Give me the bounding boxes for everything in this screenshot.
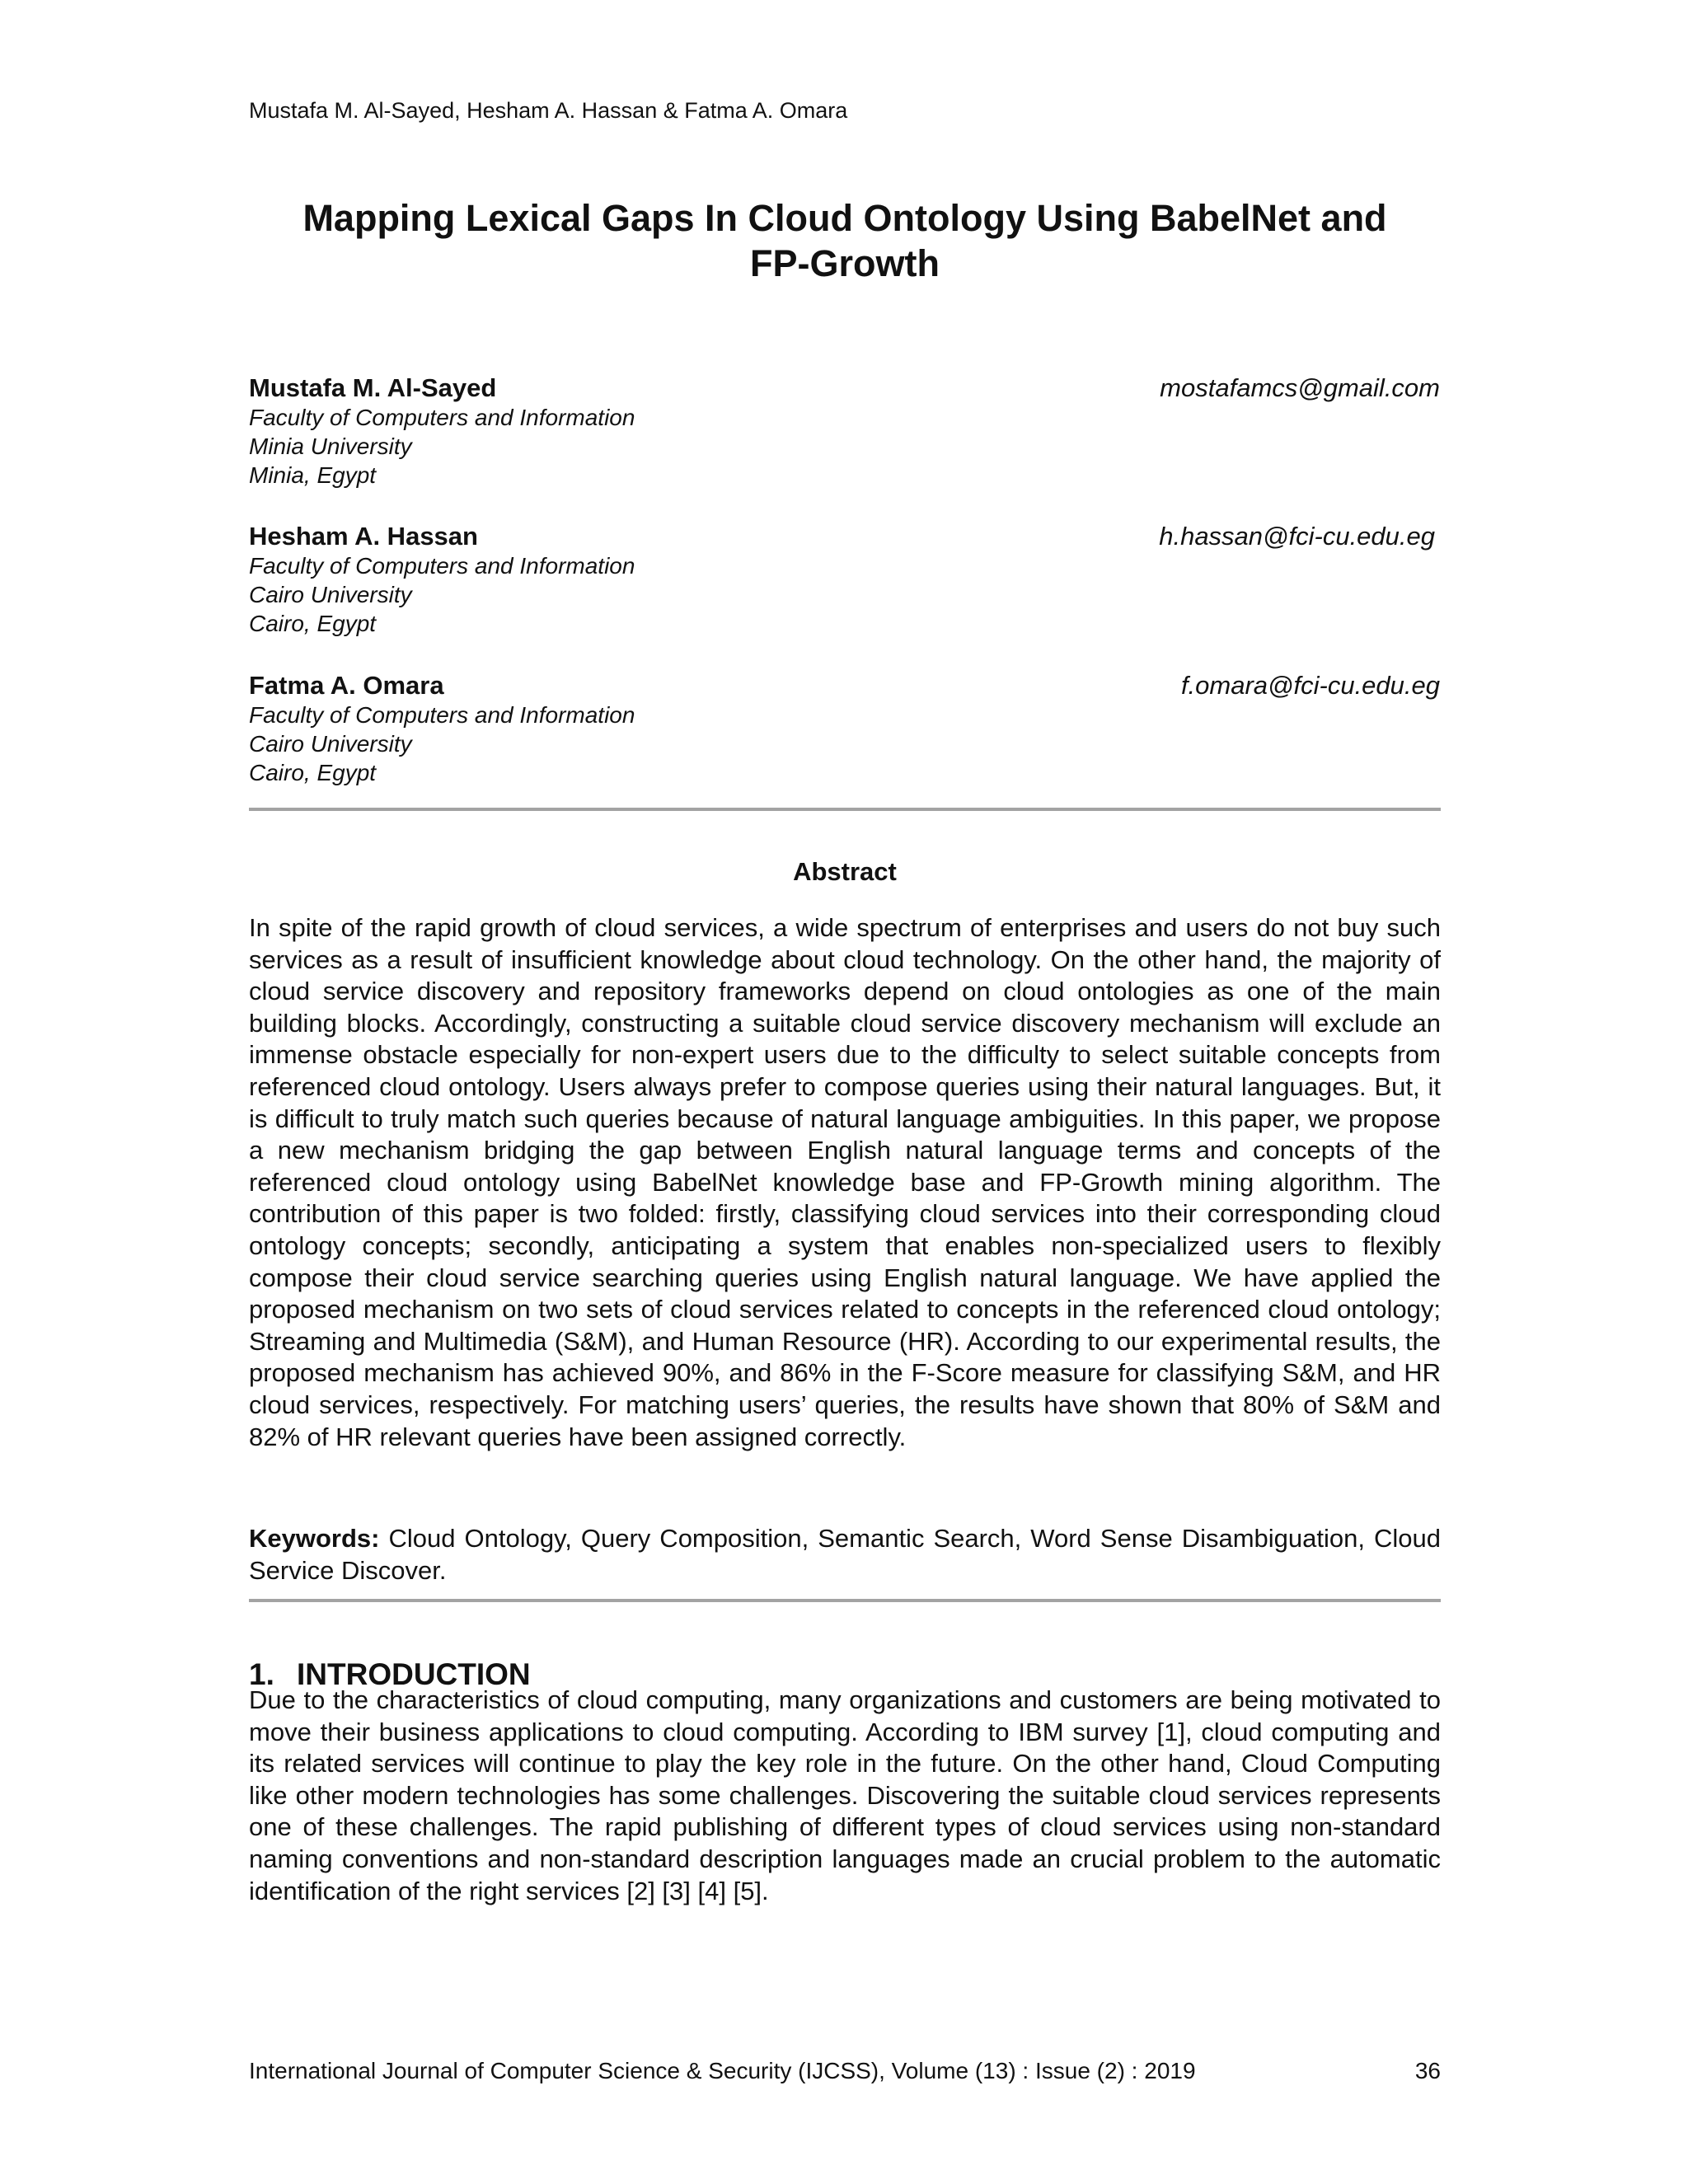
author-location: Cairo, Egypt [249, 760, 377, 786]
author-university: Cairo University [249, 731, 412, 757]
page-number: 36 [1414, 2058, 1441, 2083]
abstract-heading: Abstract [793, 857, 897, 886]
page-footer [249, 2057, 1441, 2085]
abstract-text: In spite of the rapid growth of cloud services, a wide spectrum of enterprises and users do not buy such services as a result of insufficient knowledge about cloud technology. On the other hand, the majority of cloud service discovery and repository frameworks depend on cloud ontologies as one of the main building blocks. Accordingly, constructing a suitable cloud service discovery mechanism will exclude an immense obstacle especially for non-expert users due to the difficulty to select suitable concepts from referenced cloud ontology. Users always prefer to compose queries using their natural languages. But, it is difficult to truly match such queries because of natural language ambiguities. In this paper, we propose a new mechanism bridging the gap between English natural language terms and concepts of the referenced cloud ontology using BabelNet knowledge base and FP-Growth mining algorithm. The contribution of this paper is two folded: firstly, classifying cloud services into their corresponding cloud ontology concepts; secondly, anticipating a system that enables non-specialized users to flexibly compose their cloud service searching queries using English natural language. We have applied the proposed mechanism on two sets of cloud services related to concepts in the referenced cloud ontology; Streaming and Multimedia (S&M), and Human Resource (HR). According to our experimental results, the proposed mechanism has achieved 90%, and 86% in the F-Score measure for classifying S&M, and HR cloud services, respectively. For matching users’ queries, the results have shown that 80% of S&M and 82% of HR relevant queries have been assigned correctly. [249, 913, 1441, 1451]
title-line-2: FP-Growth [750, 242, 940, 284]
keywords-text: Cloud Ontology, Query Composition, Semantic Search, Word Sense Disambiguation, Cloud Service Discover. [249, 1524, 1441, 1585]
running-header: Mustafa M. Al-Sayed, Hesham A. Hassan & Fatma A. Omara [249, 98, 848, 123]
keywords [249, 1523, 1441, 1586]
author-faculty: Faculty of Computers and Information [249, 553, 635, 579]
author-faculty: Faculty of Computers and Information [249, 405, 635, 431]
author-block-2 [249, 521, 1440, 638]
keywords-label: Keywords: [249, 1524, 380, 1553]
author-email: h.hassan@fci-cu.edu.eg [1159, 522, 1435, 551]
divider-bottom [249, 1599, 1441, 1602]
author-location: Cairo, Egypt [249, 611, 377, 637]
author-name: Mustafa M. Al-Sayed [249, 373, 497, 402]
author-location: Minia, Egypt [249, 462, 377, 489]
journal-citation: International Journal of Computer Science & Security (IJCSS), Volume (13) : Issue (2) : 2019 [249, 2058, 1196, 2083]
author-block-3 [249, 670, 1440, 787]
author-email: mostafamcs@gmail.com [1160, 373, 1440, 402]
author-faculty: Faculty of Computers and Information [249, 702, 635, 729]
section-title: INTRODUCTION [297, 1657, 531, 1691]
intro-text: Due to the characteristics of cloud computing, many organizations and customers are being motivated to move their business applications to cloud computing. According to IBM survey [1], cloud computing and its related services will continue to play the key role in the future. On the other hand, Cloud Computing like other modern technologies has some challenges. Discovering the suitable cloud services represents one of these challenges. The rapid publishing of different types of cloud services using non-standard naming conventions and non-standard description languages made an crucial problem to the automatic identification of the right services [2] [3] [4] [5]. [249, 1685, 1441, 1905]
title-line-1: Mapping Lexical Gaps In Cloud Ontology Using BabelNet and [302, 197, 1387, 239]
author-university: Minia University [249, 434, 412, 460]
author-block-1 [249, 373, 1440, 490]
section-number: 1. [249, 1657, 274, 1691]
author-email: f.omara@fci-cu.edu.eg [1180, 671, 1440, 700]
author-name: Hesham A. Hassan [249, 522, 478, 551]
paper-title [198, 195, 1492, 286]
author-university: Cairo University [249, 582, 412, 608]
author-name: Fatma A. Omara [249, 671, 444, 700]
divider-top [249, 808, 1441, 811]
